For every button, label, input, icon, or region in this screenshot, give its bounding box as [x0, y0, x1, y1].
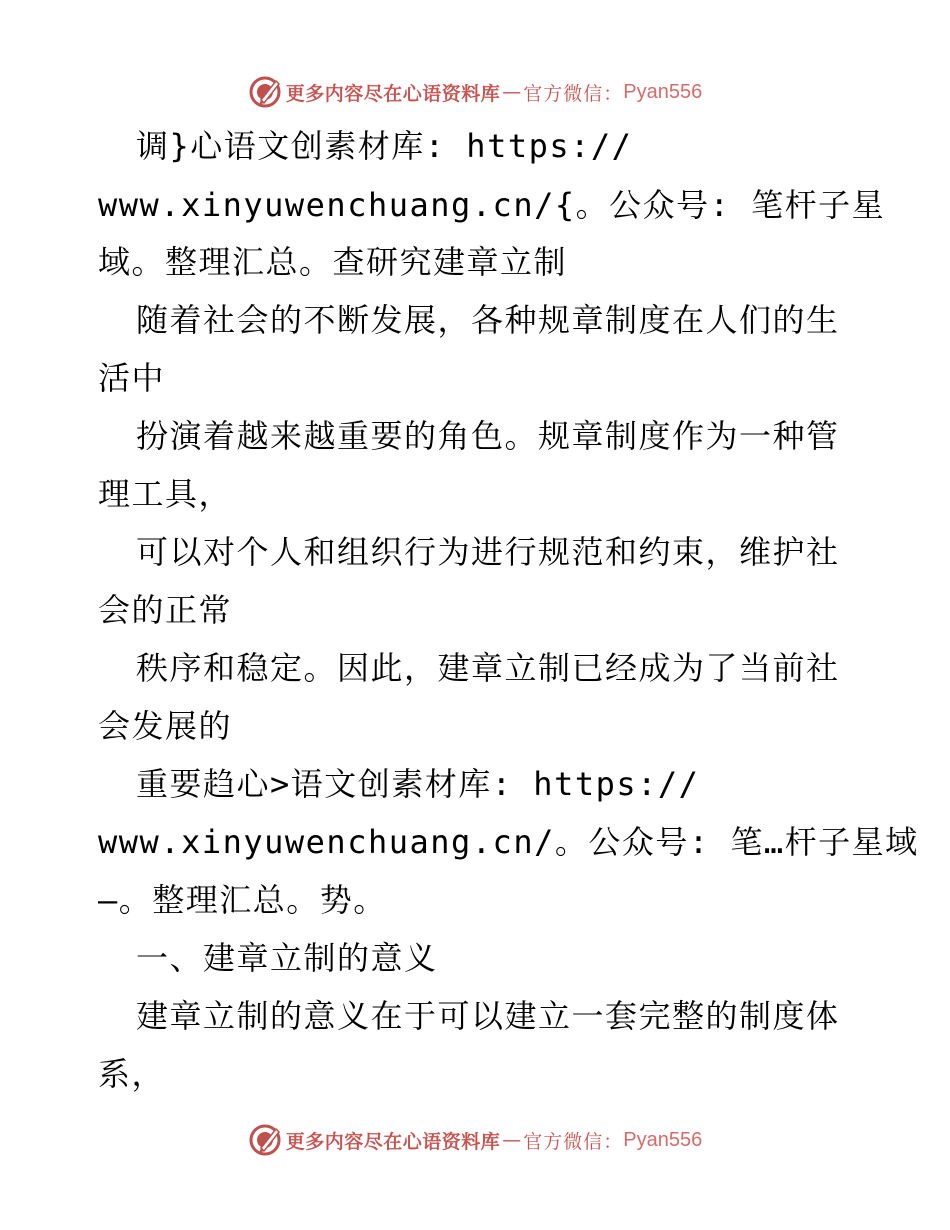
header-banner [0, 72, 950, 112]
text-line: 会的正常 [98, 591, 233, 629]
text-line: 调}心语文创素材库: https:// [136, 127, 633, 165]
banner-wechat-label: 官方微信： [523, 1130, 624, 1153]
text-line: 会发展的 [98, 707, 233, 745]
text-line: 扮演着越来越重要的角色。规章制度作为一种管 [136, 417, 840, 455]
text-line: 可以对个人和组织行为进行规范和约束，维护社 [136, 533, 840, 571]
pen-logo-icon [248, 1123, 282, 1157]
text-line: 随着社会的不断发展，各种规章制度在人们的生 [136, 301, 840, 339]
text-line: 建章立制的意义在于可以建立一套完整的制度体 [136, 997, 840, 1035]
text-line: 域。整理汇总。查研究建章立制 [98, 243, 568, 281]
banner-main-text: 更多内容尽在心语资料库 [285, 1130, 501, 1153]
text-line: 活中 [98, 359, 166, 397]
pen-logo-icon [248, 75, 282, 109]
footer-banner [0, 1120, 950, 1160]
text-line: www.xinyuwenchuang.cn/{。公众号: 笔杆子星 [98, 186, 886, 224]
banner-wechat-id: Pyan556 [623, 80, 703, 103]
banner-dash: — [502, 1129, 522, 1151]
text-line: www.xinyuwenchuang.cn/。公众号: 笔…杆子星域 [98, 823, 919, 861]
text-line: 理工具， [98, 475, 233, 513]
banner-dash: — [502, 81, 522, 103]
text-line: 重要趋心>语文创素材库: https:// [136, 765, 700, 803]
banner-main-text: 更多内容尽在心语资料库 [285, 82, 501, 105]
banner-wechat-label: 官方微信： [523, 82, 624, 105]
section-heading: 一、建章立制的意义 [136, 939, 438, 977]
text-line: 秩序和稳定。因此，建章立制已经成为了当前社 [136, 649, 840, 687]
banner-wechat-id: Pyan556 [623, 1128, 703, 1151]
text-line: —。整理汇总。势。 [98, 881, 387, 919]
text-line: 系， [98, 1055, 166, 1093]
